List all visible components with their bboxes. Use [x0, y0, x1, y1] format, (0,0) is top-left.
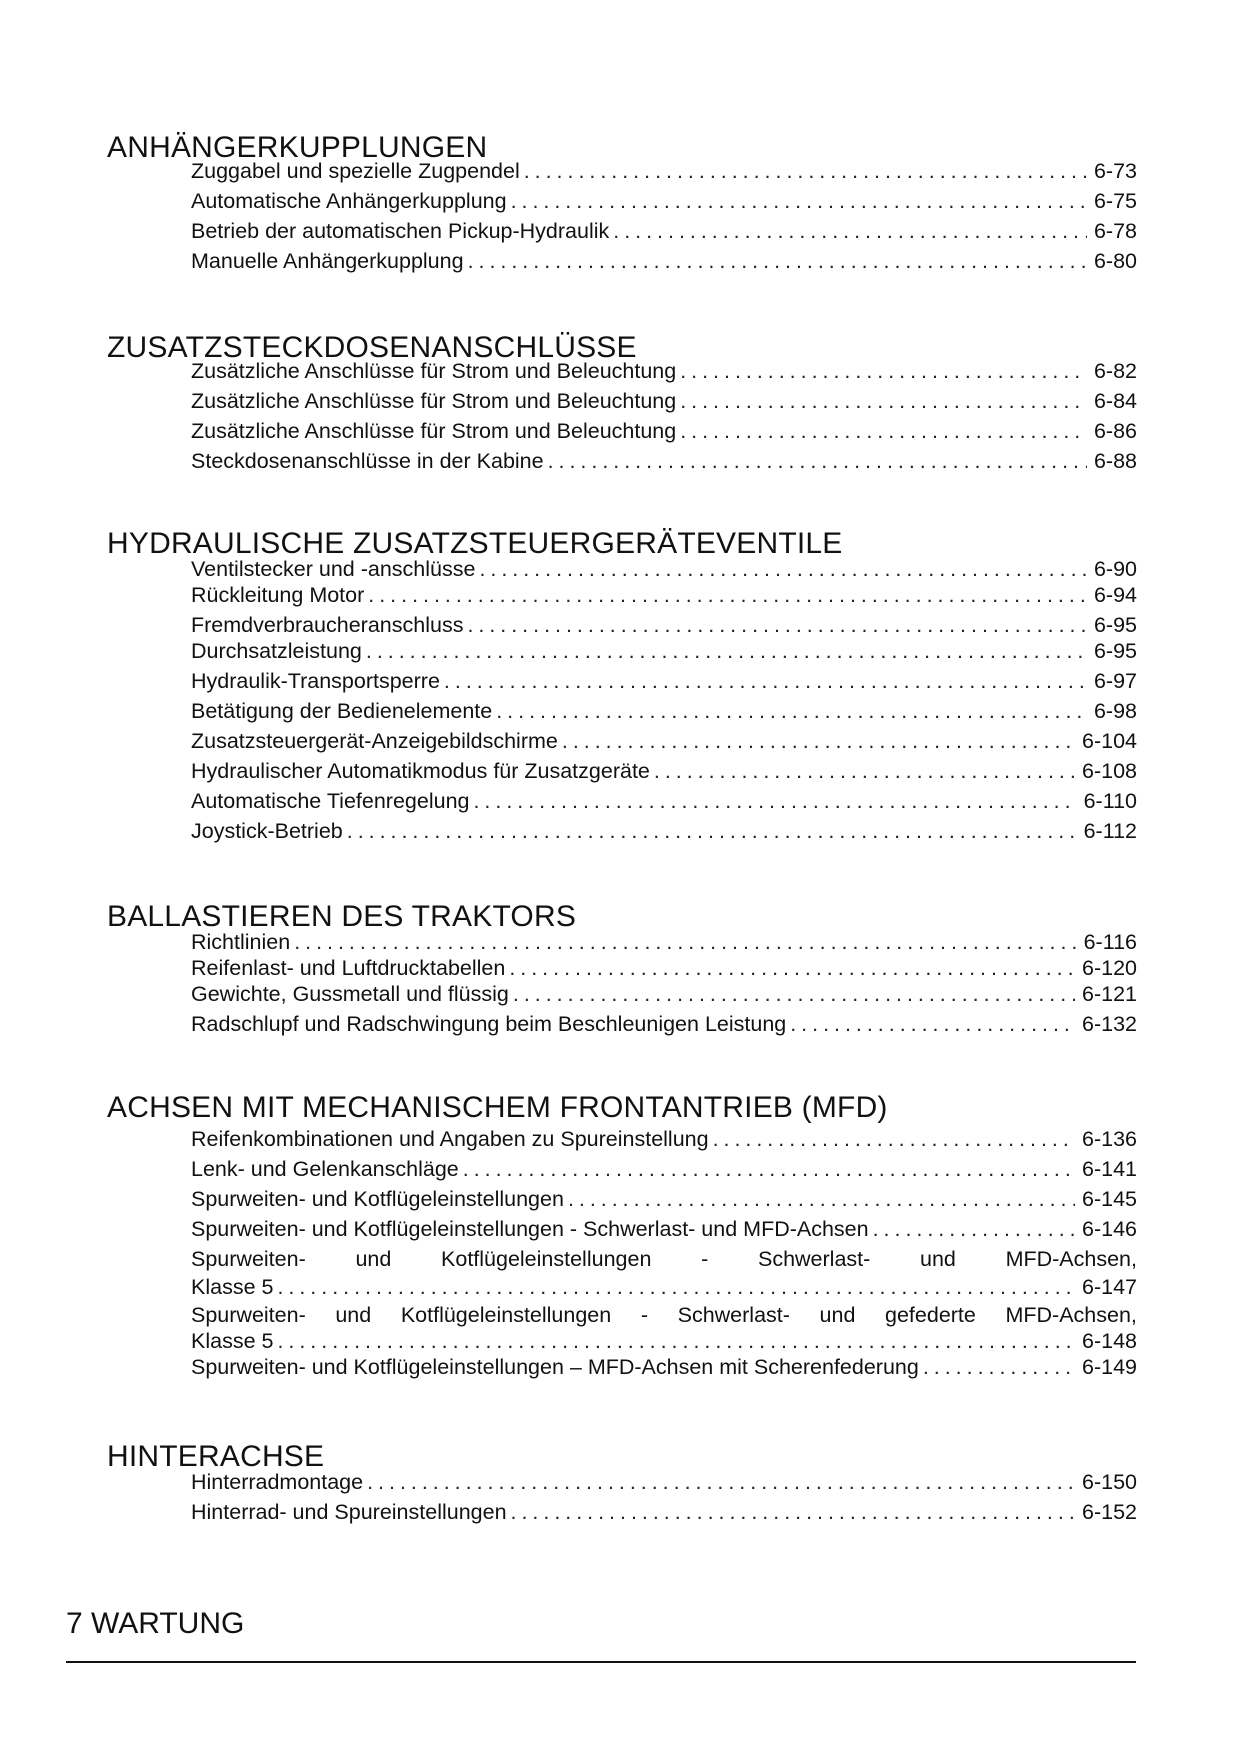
entry-label-part: Kotflügeleinstellungen: [400, 1303, 612, 1327]
entry-label: Zusätzliche Anschlüsse für Strom und Beleuchtung: [191, 359, 677, 383]
dot-leader: [680, 419, 1087, 444]
toc-entry[interactable]: [191, 389, 1137, 419]
entry-line2: [191, 1275, 1137, 1301]
toc-entry[interactable]: [191, 1187, 1137, 1217]
entry-label-part: und: [920, 1247, 956, 1271]
section-title: HYDRAULISCHE ZUSATZSTEUERGERÄTEVENTILE: [107, 527, 843, 560]
entry-label-part: -: [640, 1303, 648, 1327]
dot-leader: [468, 249, 1087, 274]
toc-entry[interactable]: [191, 789, 1137, 819]
dot-leader: [613, 219, 1087, 244]
toc-entry[interactable]: [191, 982, 1137, 1012]
entry-page: 6-95: [1093, 613, 1137, 637]
entry-page: 6-104: [1082, 729, 1137, 753]
entry-page: 6-80: [1093, 249, 1137, 273]
entry-label: Joystick-Betrieb: [191, 819, 343, 843]
entry-label: Spurweiten- und Kotflügeleinstellungen - Schwerlast- und MFD-Achsen: [191, 1217, 869, 1241]
toc-entry[interactable]: [191, 189, 1137, 219]
entry-label: Spurweiten- und Kotflügeleinstellungen: [191, 1187, 564, 1211]
entry-label: Zusätzliche Anschlüsse für Strom und Beleuchtung: [191, 419, 677, 443]
entry-page: 6-90: [1093, 557, 1137, 581]
toc-entry[interactable]: [191, 419, 1137, 449]
toc-section: [107, 131, 1137, 279]
entry-page: 6-94: [1093, 583, 1137, 607]
entry-page: 6-132: [1082, 1012, 1137, 1036]
toc-entry[interactable]: [191, 1247, 1137, 1303]
entry-page: 6-147: [1082, 1275, 1137, 1299]
toc-entry[interactable]: [191, 449, 1137, 479]
entry-list: [107, 1127, 1137, 1385]
toc-section: [107, 331, 1137, 479]
toc-entry[interactable]: [191, 249, 1137, 279]
section-title: ACHSEN MIT MECHANISCHEM FRONTANTRIEB (MFD): [107, 1091, 888, 1124]
dot-leader: [713, 1127, 1075, 1152]
entry-label: Zusatzsteuergerät-Anzeigebildschirme: [191, 729, 558, 753]
entry-label: Betrieb der automatischen Pickup-Hydraulik: [191, 219, 610, 243]
entry-label-part: MFD-Achsen,: [1005, 1247, 1137, 1271]
toc-entry[interactable]: [191, 1303, 1137, 1355]
entry-page: 6-141: [1082, 1157, 1137, 1181]
dot-leader: [473, 789, 1076, 814]
entry-label-part: gefederte: [885, 1303, 976, 1327]
dot-leader: [680, 389, 1087, 414]
entry-page: 6-145: [1082, 1187, 1137, 1211]
section-title: ANHÄNGERKUPPLUNGEN: [107, 131, 488, 164]
toc-entry[interactable]: [191, 359, 1137, 389]
entry-label: Manuelle Anhängerkupplung: [191, 249, 464, 273]
dot-leader: [790, 1012, 1075, 1037]
entry-page: 6-116: [1083, 930, 1137, 954]
toc-entry[interactable]: [191, 1127, 1137, 1157]
entry-page: 6-75: [1093, 189, 1137, 213]
entry-list: [107, 359, 1137, 479]
entry-label: Zusätzliche Anschlüsse für Strom und Beleuchtung: [191, 389, 677, 413]
entry-list: [107, 1470, 1137, 1530]
toc-entry[interactable]: [191, 219, 1137, 249]
toc-entry[interactable]: [191, 1355, 1137, 1385]
toc-entry[interactable]: [191, 583, 1137, 613]
dot-leader: [463, 1157, 1075, 1182]
toc-entry[interactable]: [191, 557, 1137, 583]
entry-page: 6-86: [1093, 419, 1137, 443]
entry-page: 6-152: [1082, 1500, 1137, 1524]
entry-label-part: Schwerlast-: [757, 1247, 871, 1271]
entry-label: Hydraulik-Transportsperre: [191, 669, 440, 693]
entry-page: 6-149: [1082, 1355, 1137, 1379]
entry-page: 6-146: [1082, 1217, 1137, 1241]
dot-leader: [467, 613, 1087, 638]
entry-label: Durchsatzleistung: [191, 639, 362, 663]
section-title: HINTERACHSE: [107, 1440, 325, 1473]
dot-leader: [513, 982, 1075, 1007]
entry-page: 6-150: [1082, 1470, 1137, 1494]
dot-leader: [562, 729, 1075, 754]
entry-label-cont: Klasse 5: [191, 1329, 274, 1353]
chapter-divider: [66, 1661, 1136, 1663]
entry-label: [191, 1247, 1137, 1275]
toc-section: [107, 1091, 1137, 1385]
entry-list: [107, 159, 1137, 279]
dot-leader: [511, 189, 1087, 214]
toc-entry[interactable]: [191, 930, 1137, 956]
toc-entry[interactable]: [191, 729, 1137, 759]
dot-leader: [479, 557, 1087, 582]
section-title: ZUSATZSTECKDOSENANSCHLÜSSE: [107, 331, 637, 364]
toc-entry[interactable]: [191, 1470, 1137, 1500]
entry-list: [107, 930, 1137, 1042]
entry-page: 6-84: [1093, 389, 1137, 413]
entry-page: 6-82: [1093, 359, 1137, 383]
toc-entry[interactable]: [191, 759, 1137, 789]
entry-page: 6-88: [1093, 449, 1137, 473]
entry-label: Rückleitung Motor: [191, 583, 365, 607]
entry-page: 6-78: [1093, 219, 1137, 243]
entry-label-part: MFD-Achsen,: [1005, 1303, 1137, 1327]
toc-entry[interactable]: [191, 639, 1137, 669]
entry-label-part: Kotflügeleinstellungen: [441, 1247, 652, 1271]
entry-label: Reifenlast- und Luftdrucktabellen: [191, 956, 506, 980]
dot-leader: [873, 1217, 1075, 1242]
dot-leader: [923, 1355, 1075, 1380]
dot-leader: [367, 1470, 1075, 1495]
dot-leader: [680, 359, 1087, 384]
entry-label-part: Spurweiten-: [191, 1303, 306, 1327]
entry-page: 6-112: [1083, 819, 1137, 843]
dot-leader: [368, 583, 1087, 608]
entry-label-part: Spurweiten-: [191, 1247, 306, 1271]
entry-list: [107, 557, 1137, 849]
entry-label: Richtlinien: [191, 930, 291, 954]
entry-label-part: und: [335, 1303, 372, 1327]
entry-label: Reifenkombinationen und Angaben zu Spureinstellung: [191, 1127, 709, 1151]
dot-leader: [277, 1275, 1075, 1300]
entry-page: 6-120: [1082, 956, 1137, 980]
toc-entry[interactable]: [191, 669, 1137, 699]
dot-leader: [654, 759, 1075, 784]
entry-page: 6-95: [1093, 639, 1137, 663]
section-title: BALLASTIEREN DES TRAKTORS: [107, 900, 577, 933]
entry-label-part: Schwerlast-: [677, 1303, 790, 1327]
toc-entry[interactable]: [191, 1217, 1137, 1247]
entry-label-part: -: [701, 1247, 709, 1271]
entry-label: Hinterrad- und Spureinstellungen: [191, 1500, 507, 1524]
toc-section: [107, 527, 1137, 849]
toc-entry[interactable]: [191, 819, 1137, 849]
entry-label: Automatische Anhängerkupplung: [191, 189, 507, 213]
entry-label: Gewichte, Gussmetall und flüssig: [191, 982, 509, 1006]
entry-page: 6-148: [1082, 1329, 1137, 1353]
entry-label: Hinterradmontage: [191, 1470, 364, 1494]
entry-label: [191, 1303, 1137, 1329]
entry-label-part: und: [819, 1303, 856, 1327]
dot-leader: [496, 699, 1087, 724]
toc-entry[interactable]: [191, 1157, 1137, 1187]
dot-leader: [366, 639, 1087, 664]
entry-page: 6-98: [1093, 699, 1137, 723]
dot-leader: [444, 669, 1087, 694]
entry-label: Lenk- und Gelenkanschläge: [191, 1157, 459, 1181]
entry-label: Automatische Tiefenregelung: [191, 789, 470, 813]
entry-page: 6-73: [1093, 159, 1137, 183]
dot-leader: [548, 449, 1087, 474]
dot-leader: [524, 159, 1087, 184]
toc-entry[interactable]: [191, 1012, 1137, 1042]
toc-section: [107, 900, 1137, 1042]
entry-page: 6-97: [1093, 669, 1137, 693]
dot-leader: [277, 1329, 1075, 1354]
entry-label-cont: Klasse 5: [191, 1275, 274, 1299]
toc-section: [107, 1440, 1137, 1530]
toc-entry[interactable]: [191, 699, 1137, 729]
toc-entry[interactable]: [191, 1500, 1137, 1530]
chapter-title[interactable]: 7 WARTUNG: [66, 1607, 245, 1640]
toc-entry[interactable]: [191, 613, 1137, 639]
entry-page: 6-110: [1083, 789, 1137, 813]
entry-page: 6-121: [1082, 982, 1137, 1006]
dot-leader: [568, 1187, 1075, 1212]
entry-label: Steckdosenanschlüsse in der Kabine: [191, 449, 544, 473]
dot-leader: [509, 956, 1075, 981]
dot-leader: [294, 930, 1076, 955]
entry-page: 6-136: [1082, 1127, 1137, 1151]
entry-line2: [191, 1329, 1137, 1355]
entry-label: Fremdverbraucheranschluss: [191, 613, 464, 637]
entry-label: Zuggabel und spezielle Zugpendel: [191, 159, 520, 183]
entry-label: Spurweiten- und Kotflügeleinstellungen – MFD-Achsen mit Scherenfederung: [191, 1355, 919, 1379]
entry-label: Hydraulischer Automatikmodus für Zusatzgeräte: [191, 759, 650, 783]
entry-page: 6-108: [1082, 759, 1137, 783]
toc-entry[interactable]: [191, 956, 1137, 982]
toc-entry[interactable]: [191, 159, 1137, 189]
dot-leader: [347, 819, 1077, 844]
entry-label: Ventilstecker und -anschlüsse: [191, 557, 476, 581]
dot-leader: [511, 1500, 1075, 1525]
entry-label: Radschlupf und Radschwingung beim Beschleunigen Leistung: [191, 1012, 787, 1036]
entry-label: Betätigung der Bedienelemente: [191, 699, 493, 723]
entry-label-part: und: [355, 1247, 392, 1271]
